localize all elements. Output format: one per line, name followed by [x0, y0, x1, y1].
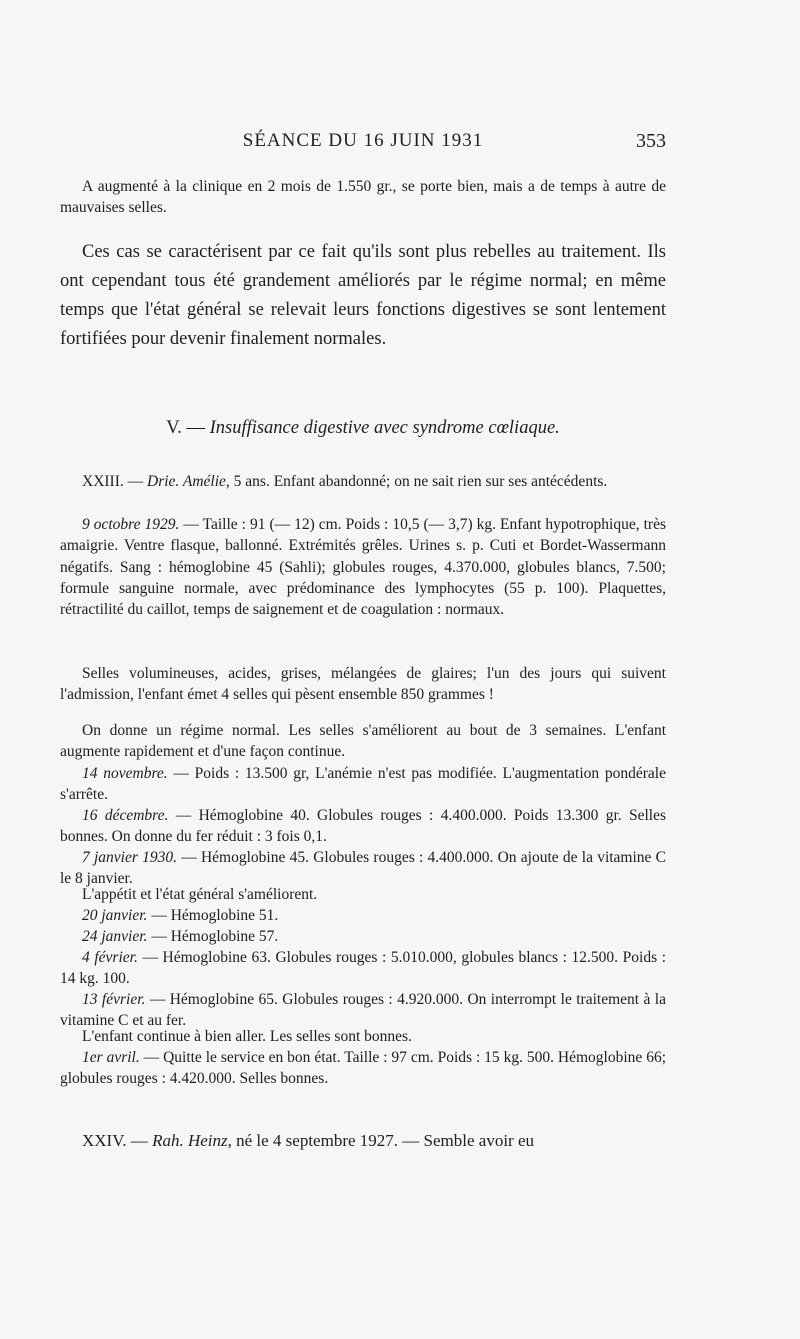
entry-date: 4 février. [82, 949, 138, 966]
case-24-intro [60, 1130, 666, 1151]
case-23-entry [60, 514, 666, 620]
entry-text: Selles volumineuses, acides, grises, mélangées de glaires; l'un des jours qui suivent l'admission, l'enfant émet 4 selles qui pèsent ensemble 850 grammes ! [60, 665, 666, 704]
running-title: SÉANCE DU 16 JUIN 1931 [242, 130, 484, 151]
entry-date: 16 décembre. [82, 807, 169, 824]
page-number: 353 [636, 130, 666, 152]
entry-text: — Hémoglobine 57. [151, 928, 279, 945]
entry-text: — Hémoglobine 63. Globules rouges : 5.010.000, globules blancs : 12.500. Poids : 14 kg. 100. [60, 949, 667, 988]
entry-text: — Hémoglobine 51. [151, 907, 279, 924]
running-head [60, 130, 666, 160]
entry-date: 13 février. [82, 991, 146, 1008]
entry-date: 24 janvier. [82, 928, 148, 945]
intro-paragraph: A augmenté à la clinique en 2 mois de 1.550 gr., se porte bien, mais a de temps à autre de mauvaises selles. [60, 178, 666, 217]
entry-text: — Taille : 91 (— 12) cm. Poids : 10,5 (— 3,7) kg. Enfant hypotrophique, très amaigrie. Ventre flasque, ballonné. Extrémités grêles. Urines s. p. Cuti et Bordet-Wassermann négatifs. Sang : hémoglobine 45 (Sahli); globules rouges, 4.370.000, globules blancs, 7.500; formule sanguine normale, avec prédominance des lymphocytes (55 p. 100). Plaquettes, rétractilité du caillot, temps de saignement et de coagulation : normaux. [60, 516, 666, 619]
case-23-entry [60, 926, 666, 947]
case-23-entry [60, 905, 666, 926]
case-23-label: XXIII. — [82, 473, 144, 490]
case-24-text: né le 4 septembre 1927. — Semble avoir eu [236, 1131, 534, 1150]
case-23-text: 5 ans. Enfant abandonné; on ne sait rien sur ses antécédents. [233, 473, 608, 490]
entry-text: — Hémoglobine 65. Globules rouges : 4.920.000. On interrompt le traitement à la vitamine C et au fer. [60, 991, 666, 1030]
entry-text: — Hémoglobine 40. Globules rouges : 4.400.000. Poids 13.300 gr. Selles bonnes. On donne du fer réduit : 3 fois 0,1. [60, 807, 667, 846]
entry-text: — Quitte le service en bon état. Taille : 97 cm. Poids : 15 kg. 500. Hémoglobine 66; globules rouges : 4.420.000. Selles bonnes. [60, 1049, 667, 1088]
section-heading [60, 418, 666, 439]
case-23-entry [60, 805, 666, 848]
entry-date: 14 novembre. [82, 765, 168, 782]
case-24-label: XXIV. — [82, 1131, 148, 1150]
entry-text: L'enfant continue à bien aller. Les selles sont bonnes. [82, 1028, 412, 1045]
entry-text: — Hémoglobine 45. Globules rouges : 4.400.000. On ajoute de la vitamine C le 8 janvier. [60, 849, 666, 888]
case-23-entry [60, 663, 666, 706]
entry-text: L'appétit et l'état général s'améliorent. [82, 886, 318, 903]
case-23-entry [60, 1047, 666, 1090]
summary-paragraph: Ces cas se caractérisent par ce fait qu'ils sont plus rebelles au traitement. Ils ont cependant tous été grandement améliorés par le régime normal; en même temps que l'état général se relevait leurs fonctions digestives se sont lentement fortifiées pour devenir finalement normales. [60, 242, 666, 349]
case-24-patient: Rah. Heinz, [152, 1131, 232, 1150]
case-23-entry [60, 720, 666, 763]
section-number: V. — [166, 418, 205, 438]
entry-date: 7 janvier 1930. [82, 849, 177, 866]
case-23-entry [60, 947, 666, 990]
section-title: Insuffisance digestive avec syndrome cœliaque. [209, 418, 560, 438]
case-23-entry [60, 884, 666, 905]
case-23-entry [60, 763, 666, 806]
case-23-intro [60, 471, 666, 492]
entry-date: 1er avril. [82, 1049, 140, 1066]
entry-text: — Poids : 13.500 gr, L'anémie n'est pas modifiée. L'augmentation pondérale s'arrête. [60, 765, 666, 804]
case-23-patient: Drie. Amélie, [147, 473, 230, 490]
entry-date: 20 janvier. [82, 907, 148, 924]
entry-date: 9 octobre 1929. [82, 516, 180, 533]
case-23-entry [60, 1026, 666, 1047]
entry-text: On donne un régime normal. Les selles s'améliorent au bout de 3 semaines. L'enfant augmente rapidement et d'une façon continue. [60, 722, 666, 761]
